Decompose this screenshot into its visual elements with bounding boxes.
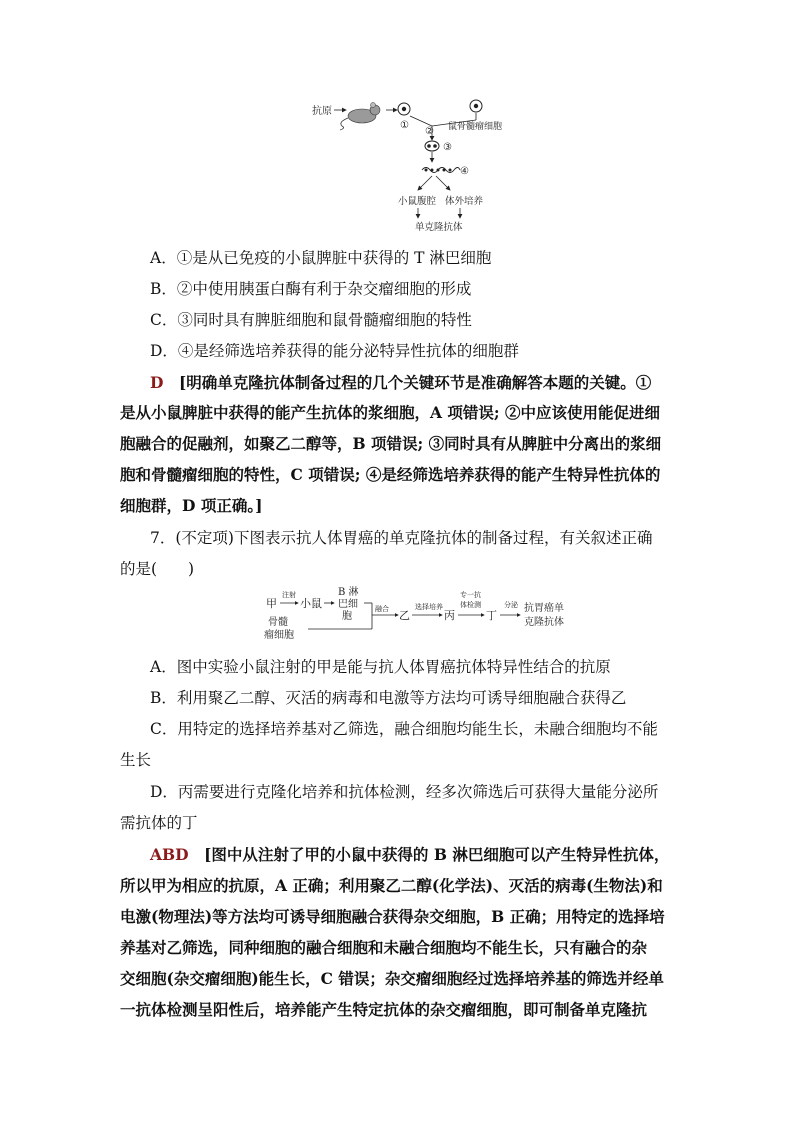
label-4: ④: [460, 166, 469, 177]
detect-label-1: 专一抗: [460, 591, 481, 599]
spleen-cell-icon: [398, 103, 410, 115]
bm-label-2: 瘤细胞: [264, 630, 294, 641]
monoclonal-antibody-diagram: [300, 96, 510, 238]
yi-label: 乙: [399, 609, 410, 622]
peritoneal-label: 小鼠腹腔: [398, 196, 437, 207]
mouse-icon: [340, 103, 380, 131]
q7-explanation-line-4: 养基对乙筛选，同种细胞的融合细胞和未融合细胞均不能生长，只有融合的杂: [120, 938, 648, 957]
gastric-cancer-mab-flowchart: [262, 585, 582, 643]
q7-option-a: A．图中实验小鼠注射的甲是能与抗人体胃癌抗体特异性结合的抗原: [150, 658, 611, 676]
q7-explanation-line-1: ABD [图中从注射了甲的小鼠中获得的 B 淋巴细胞可以产生特异性抗体，: [150, 845, 670, 864]
label-3: ③: [443, 142, 452, 153]
myeloma-label: 鼠骨髓瘤细胞: [448, 122, 503, 132]
jia-label: 甲: [266, 597, 277, 610]
invitro-label: 体外培养: [445, 196, 484, 207]
q7-explanation-line-6: 一抗体检测呈阳性后，培养能产生特定抗体的杂交瘤细胞，即可制备单克隆抗: [120, 1000, 648, 1019]
hybridoma-cell-icon: [425, 141, 439, 151]
q7-explanation-line-3: 电激(物理法)等方法均可诱导细胞融合获得杂交细胞，B 正确；用特定的选择培: [120, 907, 665, 926]
output-label-1: 抗胃癌单: [524, 603, 564, 614]
output-label-2: 克隆抗体: [524, 617, 564, 628]
q6-explanation-line-5: 细胞群，D 项正确。]: [120, 496, 263, 515]
q7-option-b: B．利用聚乙二醇、灭活的病毒和电激等方法均可诱导细胞融合获得乙: [150, 689, 627, 707]
q6-explanation-line-1: D [明确单克隆抗体制备过程的几个关键环节是准确解答本题的关键。①: [150, 373, 652, 392]
label-2: ②: [425, 126, 434, 137]
q6-explanation-line-2: 是从小鼠脾脏中获得的能产生抗体的浆细胞，A 项错误; ②中应该使用能促进细: [120, 403, 661, 422]
q7-explanation-line-5: 交细胞(杂交瘤细胞)能生长，C 错误；杂交瘤细胞经过选择培养基的筛选并经单: [120, 969, 664, 988]
mab-label: 单克隆抗体: [415, 222, 463, 233]
label-1: ①: [400, 120, 409, 131]
bm-label-1: 骨髓: [268, 617, 288, 628]
b-cell-label-1: B 淋: [338, 587, 359, 598]
q7-option-c-line-1: C．用特定的选择培养基对乙筛选，融合细胞均能生长，未融合细胞均不能: [150, 720, 658, 738]
detect-label-2: 体检测: [460, 601, 481, 609]
q6-option-a: A．①是从已免疫的小鼠脾脏中获得的 T 淋巴细胞: [150, 249, 492, 267]
b-cell-label-2: 巴细: [338, 599, 358, 610]
q6-option-c: C．③同时具有脾脏细胞和鼠骨髓瘤细胞的特性: [150, 311, 472, 329]
q6-option-d: D．④是经筛选培养获得的能分泌特异性抗体的细胞群: [150, 342, 519, 360]
b-cell-label-3: 胞: [342, 611, 352, 622]
q6-option-b: B．②中使用胰蛋白酶有利于杂交瘤细胞的形成: [150, 280, 472, 298]
q7-stem-line-2: 的是( ): [120, 560, 195, 578]
q7-explanation-line-2: 所以甲为相应的抗原，A 正确；利用聚乙二醇(化学法)、灭活的病毒(生物法)和: [120, 876, 663, 895]
q7-option-c-line-2: 生长: [120, 751, 152, 769]
fuse-label: 融合: [375, 605, 389, 613]
q6-answer: D: [150, 373, 164, 392]
q6-explanation-line-4: 胞和骨髓瘤细胞的特性，C 项错误; ④是经筛选培养获得的能产生特异性抗体的: [120, 465, 661, 484]
select-label: 选择培养: [415, 603, 443, 611]
mouse-label: 小鼠: [300, 597, 322, 610]
cell-group-icon: [422, 168, 460, 173]
q7-option-d-line-2: 需抗体的丁: [120, 814, 198, 832]
bing-label: 丙: [444, 609, 455, 622]
q7-answer: ABD: [150, 845, 189, 864]
myeloma-cell-icon: [470, 100, 482, 112]
inject-label: 注射: [282, 591, 296, 599]
q6-explanation-line-3: 胞融合的促融剂，如聚乙二醇等，B 项错误; ③同时具有从脾脏中分离出的浆细: [120, 434, 662, 453]
secrete-label: 分泌: [504, 601, 518, 609]
antigen-label: 抗原: [312, 106, 332, 117]
q7-option-d-line-1: D．丙需要进行克隆化培养和抗体检测，经多次筛选后可获得大量能分泌所: [150, 783, 659, 801]
ding-label: 丁: [486, 609, 497, 622]
q7-stem-line-1: 7．(不定项)下图表示抗人体胃癌的单克隆抗体的制备过程，有关叙述正确: [150, 529, 653, 547]
